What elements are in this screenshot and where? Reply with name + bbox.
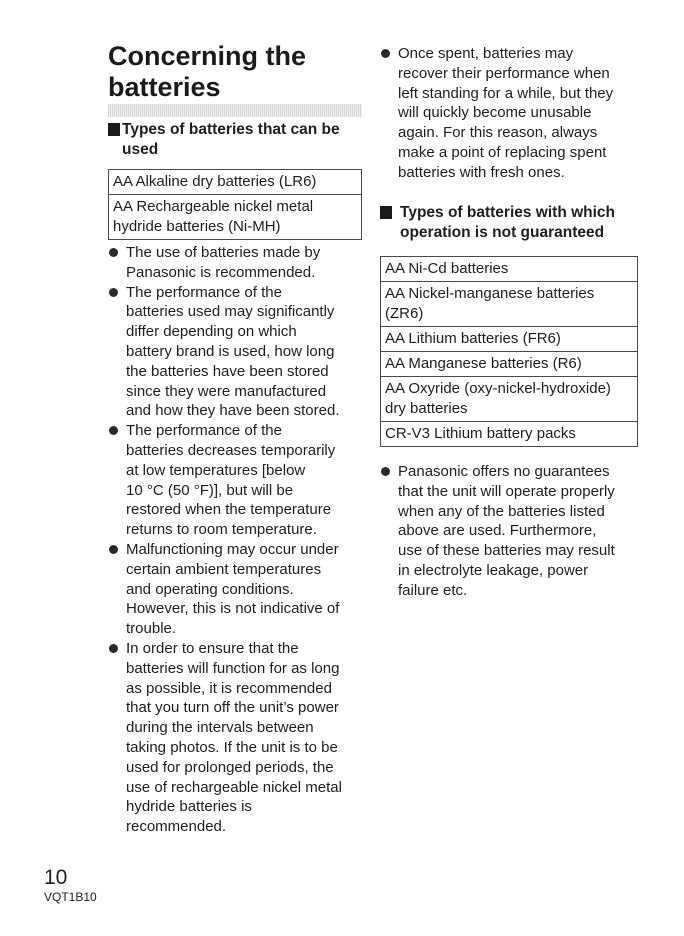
bullet-dot-icon [109,248,118,257]
table-row [109,195,362,240]
page-title-line: Concerning the [108,41,307,71]
line: battery brand is used, how long [126,342,335,360]
line: The performance of the [126,283,282,301]
line: 10 °C (50 °F)], but will be [126,481,294,499]
line: differ depending on which [126,323,297,341]
line: make a point of replacing spent [398,143,607,161]
line: taking photos. If the unit is to be [126,738,338,756]
right-top-bullet-list [380,44,640,183]
line: Malfunctioning may occur under [126,540,339,558]
line: that you turn off the unit’s power [126,699,339,717]
line: hydride batteries is [126,798,252,816]
cell-line: CR-V3 Lithium battery packs [385,425,576,442]
line: and how they have been stored. [126,402,340,420]
page-number: 10 [44,866,68,889]
heading-line: operation is not guaranteed [400,224,605,241]
cell-line: hydride batteries (Ni-MH) [113,218,281,235]
line: left standing for a while, but they [398,84,614,102]
cell-line: (ZR6) [385,305,424,322]
cell-line: AA Manganese batteries (R6) [385,355,582,372]
line: batteries with fresh ones. [398,163,565,181]
line: that the unit will operate properly [398,482,615,500]
line: batteries will function for as long [126,659,340,677]
line: use of these batteries may result [398,542,615,560]
line: certain ambient temperatures [126,560,322,578]
table-row [381,377,638,422]
line: used for prolonged periods, the [126,758,334,776]
unsupported-batteries-table [380,256,638,447]
line: again. For this reason, always [398,124,598,142]
line: recover their performance when [398,64,610,82]
table-row [381,422,638,447]
table-cell [381,282,638,327]
heading-line: Types of batteries with which [400,204,616,221]
line: since they were manufactured [126,382,327,400]
heading-line: Types of batteries that can be [122,121,340,138]
line: In order to ensure that the [126,639,299,657]
line: and operating conditions. [126,580,294,598]
table-row [381,257,638,282]
list-item [108,243,362,283]
line: trouble. [126,620,177,638]
usable-batteries-heading [108,120,362,160]
table-cell [109,170,362,195]
line: batteries used may significantly [126,303,335,321]
page-title-line: batteries [108,72,221,102]
cell-line: AA Ni-Cd batteries [385,260,509,277]
table-cell [381,377,638,422]
line: in electrolyte leakage, power [398,561,589,579]
list-item [108,283,362,422]
line: Panasonic offers no guarantees [398,463,610,480]
line: recommended. [126,818,227,836]
list-item [380,462,640,601]
line: Once spent, batteries may [398,45,574,62]
table-cell [381,327,638,352]
table-row [381,352,638,377]
cell-line: AA Nickel-manganese batteries [385,285,595,302]
page-title [108,41,362,103]
line: restored when the temperature [126,501,332,519]
document-code: VQT1B10 [44,890,97,904]
bullet-dot-icon [109,644,118,653]
cell-line: AA Oxyride (oxy-nickel-hydroxide) [385,380,611,397]
list-item [380,44,640,183]
line: the batteries have been stored [126,362,329,380]
line: Panasonic is recommended. [126,263,316,281]
table-cell [109,195,362,240]
line: when any of the batteries listed [398,502,605,520]
list-item [108,421,362,540]
table-row [109,170,362,195]
line: However, this is not indicative of [126,600,340,618]
usable-batteries-table [108,169,362,240]
line: use of rechargeable nickel metal [126,778,342,796]
bullet-dot-icon [109,426,118,435]
bullet-dot-icon [381,467,390,476]
line: during the intervals between [126,719,314,737]
table-row [381,327,638,352]
bullet-dot-icon [109,288,118,297]
line: as possible, it is recommended [126,679,332,697]
bullet-dot-icon [381,49,390,58]
square-bullet-icon [380,206,392,219]
line: The use of batteries made by [126,244,321,261]
cell-line: AA Rechargeable nickel metal [113,198,314,215]
list-item [108,639,362,837]
cell-line: AA Lithium batteries (FR6) [385,330,561,347]
cell-line: AA Alkaline dry batteries (LR6) [113,173,317,190]
line: returns to room temperature. [126,521,317,539]
table-cell [381,422,638,447]
line: failure etc. [398,581,468,599]
list-item [108,540,362,639]
table-row [381,282,638,327]
line: The performance of the [126,422,282,440]
cell-line: dry batteries [385,400,468,417]
unsupported-batteries-heading [380,203,640,243]
line: batteries decreases temporarily [126,441,336,459]
line: will quickly become unusable [398,104,592,122]
title-underline-bar [108,104,362,117]
table-cell [381,352,638,377]
heading-line: used [122,141,159,158]
right-bottom-bullet-list [380,462,640,601]
table-cell [381,257,638,282]
bullet-dot-icon [109,545,118,554]
square-bullet-icon [108,123,120,136]
line: at low temperatures [below [126,461,306,479]
line: above are used. Furthermore, [398,522,597,540]
left-bullet-list [108,243,362,837]
